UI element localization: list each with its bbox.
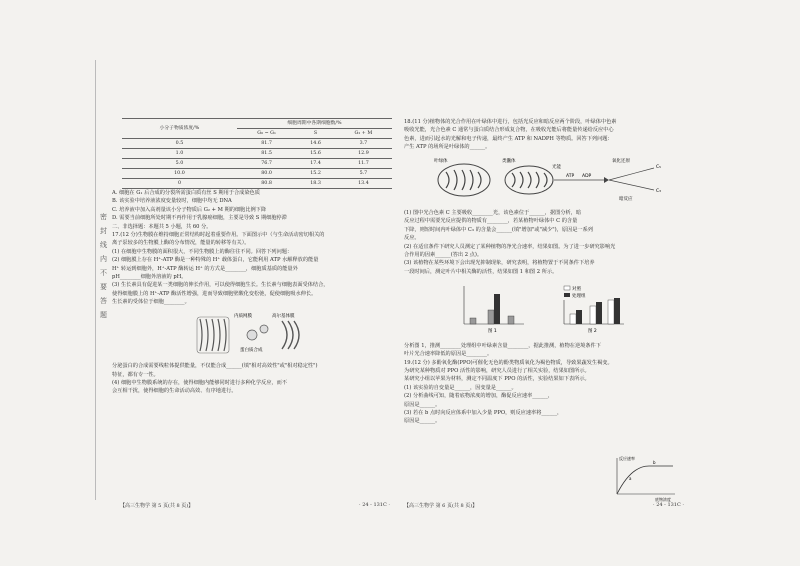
table-cell: 5.7 xyxy=(335,169,392,179)
arrow-head-icon xyxy=(604,177,609,183)
table-cell: 15.2 xyxy=(296,169,335,179)
golgi-shape xyxy=(282,321,299,349)
cell-cycle-table xyxy=(122,118,392,189)
bar xyxy=(470,318,476,324)
point-label: b xyxy=(653,460,656,465)
text-line: 18.(11 分)植物体的光合作用在叶绿体中进行，包括光反应和暗反应两个阶段，叶绿体中色素 xyxy=(404,119,617,125)
text-line: (3) 生长素具有促进某一类细胞的伸长作用，可以使得细胞生长。生长素与细胞表面受体结合， xyxy=(112,282,329,289)
table-cell: 14.6 xyxy=(296,139,335,149)
footer-page-label: 【高三生物学 第 5 页(共 8 页)】 xyxy=(120,503,194,509)
text-line: 原因是______。 xyxy=(404,418,441,425)
text-block xyxy=(404,118,689,152)
table-row xyxy=(122,139,392,149)
text-line: 吸收光能，光合色素 C 通常与蛋白质结合形成复合物，在吸收光能后将能量传递给反应中心 xyxy=(404,127,614,134)
table-cell: 10.0 xyxy=(122,169,237,179)
membrane-figure xyxy=(112,311,397,358)
chloroplast-figure xyxy=(404,156,689,205)
page-footer-right xyxy=(404,502,684,509)
text-line: 生长素的受体位于细胞________。 xyxy=(112,299,190,306)
text-line: 分泌蛋白的合成需要线粒体提供能量，不仅能合成______(填"相对高效性"或"相对稳定性") xyxy=(112,363,318,370)
fig-label: C₃ xyxy=(656,188,661,194)
membrane-diagram xyxy=(112,311,382,355)
bar xyxy=(608,300,614,324)
enzyme-curve-figure xyxy=(609,454,679,502)
margin-char: 答 xyxy=(100,297,109,305)
fig-label: 叶绿体 xyxy=(434,158,448,164)
legend-label: 处理组 xyxy=(572,294,586,300)
text-line: (3) 若在 b 点时向反应体系中加入少量 PPO，则反应速率将______， xyxy=(404,409,563,416)
reaction-curve xyxy=(617,466,673,494)
text-line: 一段时间后，测定叶片中相关酶的活性，结果如图 1 和图 2 所示。 xyxy=(404,268,558,275)
text-line: 某研究小组以苹果为材料，测定不同温度下 PPO 的活性，实验结果如下表所示。 xyxy=(404,376,590,383)
table-cell: 1.0 xyxy=(122,149,237,159)
table-cell: 0 xyxy=(122,179,237,189)
text-line: B. 该实验中培养液浓度变量较时，细胞中均无 DNA xyxy=(112,198,232,205)
bar xyxy=(590,306,596,324)
fig-label: 蛋白质合成 xyxy=(240,347,263,353)
page-footer-left xyxy=(120,502,390,509)
chart-caption: 图 2 xyxy=(588,329,597,335)
point-label: a xyxy=(629,476,632,481)
text-line: (4) 细胞中生物膜系统的存在，使得细胞内能够同时进行多种化学反应，而不 xyxy=(112,379,287,386)
chart-1 xyxy=(464,286,524,334)
table-header: S xyxy=(296,129,335,139)
chart-caption: 图 1 xyxy=(488,329,497,335)
margin-char: 题 xyxy=(100,311,109,319)
legend-swatch xyxy=(564,293,570,297)
table-cell: 80.0 xyxy=(237,169,296,179)
table-cell: 13.4 xyxy=(335,179,392,189)
text-line: (1) 在细胞中生物膜的面积很大，不同生物膜上的酶往往不同。回答下列问题： xyxy=(112,248,293,255)
text-line: 合作用的因素______(答出 2 点)。 xyxy=(404,252,483,259)
bar xyxy=(488,310,494,324)
table-cell: 80.8 xyxy=(237,179,296,189)
text-block-2 xyxy=(404,209,689,276)
text-line: 为研究某种物质对 PPO 活性的影响，研究人员进行了相关实验，结果如图所示。 xyxy=(404,367,590,374)
bar-charts-figure xyxy=(404,280,689,337)
text-line: 19.(12 分) 多酚氧化酶(PPO)可催化无色的酚类物质氧化为褐色物质，导致果蔬发生褐变。 xyxy=(404,359,613,366)
flow-arrow xyxy=(609,168,654,180)
text-line: C. 培养液中加入高剂量该小分子物质后 G₂ + M 期的细胞比例下降 xyxy=(112,206,267,213)
thylakoid-shape xyxy=(438,164,490,196)
fig-label: 暗反应 xyxy=(619,196,633,202)
axis-label: 反应速率 xyxy=(619,456,635,461)
text-line: (2) 在适宜条件下研究人员测定了某种植物的净光合速率，结果如图。为了进一步研究影响光 xyxy=(404,243,616,250)
text-block-2 xyxy=(112,362,397,396)
text-line: 产生 ATP 的场所是叶绿体的______。 xyxy=(404,144,491,151)
text-line: 下降，则短时间内叶绿体中 C₃ 的含量会______(填"增加"或"减少")，原因是一系列 xyxy=(404,226,593,233)
fig-label: 内质网膜 xyxy=(234,313,252,319)
legend-swatch xyxy=(564,286,570,290)
text-line: 离子泵较多的生物膜上酶的分布情况，能量的转移等有关）。 xyxy=(112,240,250,247)
fig-label: C₅ xyxy=(656,164,661,170)
text-line: (3) 该植物在某些环境下会出现光抑制现象，研究表明，将植物置于不同条件下培养 xyxy=(404,260,595,267)
table-cell: 17.4 xyxy=(296,159,335,169)
endoplasmic-reticulum-shape xyxy=(197,317,229,353)
bar xyxy=(494,294,500,324)
table-cell: 5.0 xyxy=(122,159,237,169)
bar xyxy=(576,310,582,324)
table-row xyxy=(122,179,392,189)
text-line: 会互相干扰，使得细胞的生命活动高效、有序地进行。 xyxy=(112,388,237,395)
margin-char: 线 xyxy=(100,241,109,249)
table-cell: 18.3 xyxy=(296,179,335,189)
text-line: 使得细胞膜上的 H⁺-ATP 酶活性增强，进而导致细胞壁酸化变松弛，促使细胞吸水伸长。 xyxy=(112,290,317,297)
text-line: (2) 细胞膜上存在 H⁺-ATP 酶是一种特殊的 H⁺ 载体蛋白，它能利用 ATP 水解释放的能量 xyxy=(112,257,319,264)
fig-label: 氧化还原 xyxy=(612,158,630,164)
text-line: 反应过程中需要光反应提供的物质有________，若某植物叶绿体中 C 的含量 xyxy=(404,218,578,225)
bar xyxy=(596,302,602,324)
legend-label: 对照 xyxy=(572,287,581,293)
text-line: D. 需要当前细胞所处时期不再作用于乳腺癌细胞，主要是导致 S 期细胞停滞 xyxy=(112,215,287,222)
text-line: (2) 分析曲线可知，随着底物浓度的增加，酶促反应速率______， xyxy=(404,393,554,400)
bar xyxy=(614,298,620,324)
bar xyxy=(570,314,576,324)
table-row xyxy=(122,159,392,169)
text-line: A. 细胞在 G₁ 后合成的分裂所需蛋白质有丝 S 期用于合成染色质 xyxy=(112,190,260,196)
fig-label: 类囊体 xyxy=(502,158,516,164)
text-line: 叶片光合速率降低的原因是________。 xyxy=(404,351,493,358)
margin-char: 不 xyxy=(100,269,109,277)
table-row xyxy=(122,169,392,179)
bar-charts xyxy=(404,280,684,334)
text-line: (1) 图中光合色素 C 主要吸收________光，该色素位于______，据图分析，暗 xyxy=(404,210,582,217)
text-line: 原因是______。 xyxy=(404,401,441,408)
table-cell: 11.7 xyxy=(335,159,392,169)
margin-char: 密 xyxy=(100,213,109,221)
table-header: G₀ ~ G₁ xyxy=(237,129,296,139)
text-line: 反应。 xyxy=(404,235,420,242)
axis-label: 底物浓度 xyxy=(655,497,671,502)
fig-label: 光能 xyxy=(552,164,561,170)
text-line: 特征，都有专一性。 xyxy=(112,371,159,378)
footer-code: · 24 - 131C · xyxy=(653,502,684,508)
text-line: 17.(12 分)生物膜在维持细胞正常结构时起着重要作用。下面图示中（与生命活动密切相关的 xyxy=(112,232,325,239)
text-line: 色素，进而引起水的光解和电子传递，最终产生 ATP 和 NADPH 等物质。回答下列问题： xyxy=(404,135,613,142)
table-header: G₂ + M xyxy=(335,129,392,139)
vesicle-shapes xyxy=(247,325,268,340)
table-cell: 0.5 xyxy=(122,139,237,149)
section-heading: 二、非选择题：本题共 5 小题，共 60 分。 xyxy=(112,223,212,230)
table-cell: 76.7 xyxy=(237,159,296,169)
thylakoid-shape xyxy=(505,166,553,194)
table-cell: 81.7 xyxy=(237,139,296,149)
chart-legend xyxy=(564,285,586,299)
footer-page-label: 【高三生物学 第 6 页(共 8 页)】 xyxy=(404,503,478,509)
chart-2 xyxy=(564,298,624,334)
margin-char: 封 xyxy=(100,227,109,235)
fig-label: 高尔基体膜 xyxy=(272,313,295,319)
photosynthesis-diagram xyxy=(404,156,684,202)
table-cell: 3.7 xyxy=(335,139,392,149)
footer-code: · 24 - 131C · xyxy=(359,502,390,508)
margin-note xyxy=(100,210,110,322)
binding-line xyxy=(95,60,96,500)
text-block-3 xyxy=(404,342,689,426)
margin-char: 内 xyxy=(100,255,109,263)
text-line: (1) 该实验的自变量是______，因变量是______。 xyxy=(404,384,517,391)
table-title: 细胞周期中各期细胞数/% xyxy=(237,119,392,129)
right-page xyxy=(404,118,689,518)
fig-label: ATP xyxy=(566,173,575,179)
fig-label: ADP xyxy=(582,173,592,179)
table-cell: 81.5 xyxy=(237,149,296,159)
text-line: H⁺ 转运到细胞外，H⁺-ATP 酶转运 H⁺ 的方式是________，细胞质基质的能量外 xyxy=(112,265,298,272)
text-block xyxy=(112,189,397,307)
text-line: 分析图 1，推测________处理组中叶绿素含量________，据此推测，植物在逆境条件下 xyxy=(404,342,601,349)
bar xyxy=(508,316,514,324)
flow-arrow xyxy=(609,180,654,190)
left-page xyxy=(112,118,397,518)
table-header: 小分子物质浓度/% xyxy=(122,119,237,139)
table-row xyxy=(122,149,392,159)
margin-char: 要 xyxy=(100,283,109,291)
table-cell: 12.9 xyxy=(335,149,392,159)
table-cell: 15.6 xyxy=(296,149,335,159)
text-line: pH________细胞外溶液的 pH。 xyxy=(112,274,187,281)
